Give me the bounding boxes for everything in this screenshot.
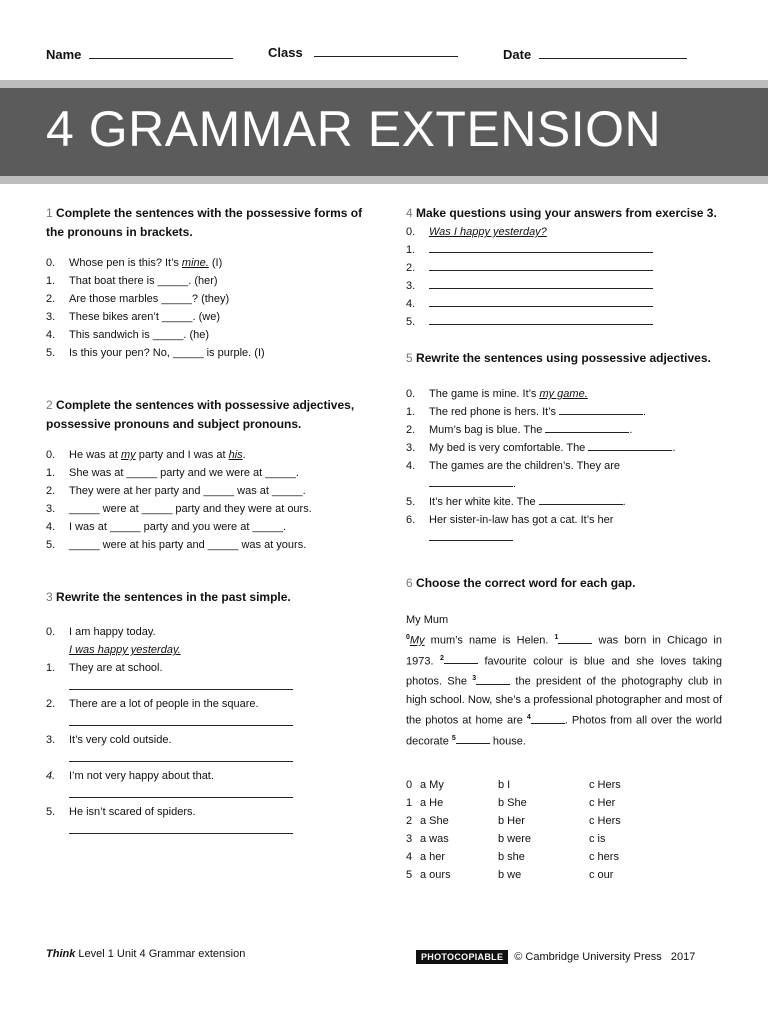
item-number: 1. [46,275,56,287]
gap-3[interactable] [476,673,510,685]
item-text: The game is mine. It’s [429,388,540,400]
item-text: He isn’t scared of spiders. [69,806,196,818]
ex5-item-2[interactable]: 2. Mum’s bag is blue. The . [406,421,724,439]
exercise-4-heading [406,204,724,223]
text-segment: favourite colour is blue and she loves taking photos. She [406,655,722,688]
example-answer: I was happy yesterday. [69,644,181,656]
item-text: They are at school. [69,662,163,674]
class-field [268,44,458,60]
item-text: Mum’s bag is blue. The [429,424,543,436]
ex5-item-3[interactable]: 3. My bed is very comfortable. The . [406,439,724,457]
item-text: (I) [208,257,223,269]
ex2-item-2[interactable] [46,482,364,500]
item-text: . [242,449,246,461]
answer-line[interactable] [69,689,293,690]
option-number: 2 [406,815,413,828]
ex1-item-3[interactable] [46,308,364,326]
example-answer: My [409,634,425,647]
item-number: 0. [406,226,416,238]
option-number: 3 [406,833,413,846]
exercise-1 [46,204,364,362]
name-label: Name [46,47,82,62]
answer-line[interactable] [429,259,653,271]
footer-rights [416,950,695,964]
option-a[interactable]: a She [420,815,449,828]
item-number: 2. [406,262,416,274]
example-answer: mine. [181,257,209,269]
band-top-stripe [0,80,768,88]
item-text: I am happy today. [69,626,156,638]
answer-gap[interactable] [429,529,513,541]
item-number: 2. [46,485,56,497]
item-text: Are those marbles _____? (they) [69,293,230,305]
text-segment: mum’s name is Helen. [424,634,555,647]
item-number: 3. [46,503,56,515]
option-a[interactable]: a He [420,797,444,810]
ex3-item-0 [46,623,364,641]
exercise-5-heading [406,349,724,368]
item-number: 2. [46,698,56,710]
exercise-1-heading [46,204,364,242]
text-segment: was born in Chicago in 1973. [406,634,722,668]
exercise-6-heading [406,574,724,593]
item-text: I’m not very happy about that. [69,770,214,782]
page-title [46,100,661,158]
gap-number: 0 [406,634,410,641]
answer-line[interactable] [429,241,653,253]
ex5-item-6[interactable] [406,511,724,529]
item-number: 4. [46,521,56,533]
item-number: 5. [406,496,416,508]
item-text: _____ were at _____ party and they were at ours. [69,503,312,515]
exercise-2-title: Complete the sentences with possessive adjectives, possessive pronouns and subject pronouns. [46,398,355,431]
item-number: 1. [406,406,416,418]
item-number: 0. [46,626,56,638]
item-number: 5. [406,316,416,328]
item-number: 1. [406,244,416,256]
item-number: 6. [406,514,416,526]
option-b[interactable]: b Her [498,815,525,828]
ex1-item-0 [46,254,364,272]
example-answer: Was I happy yesterday? [429,226,547,238]
item-number: 3. [46,311,56,323]
option-row-5 [406,866,724,884]
ex4-item-0 [406,223,724,241]
answer-line[interactable] [69,725,293,726]
ex3-item-2 [46,695,364,713]
item-text: He was at [69,449,121,461]
exercise-6 [406,574,724,884]
ex2-item-5[interactable] [46,536,364,554]
course-name: Think [46,948,76,960]
exercise-6-title: Choose the correct word for each gap. [416,576,636,590]
option-row-4 [406,848,724,866]
ex3-item-5 [46,803,364,821]
example-answer: my game. [539,388,588,400]
option-b[interactable]: b I [498,779,511,792]
answer-line[interactable] [69,833,293,834]
option-number: 1 [406,797,413,810]
item-text: My bed is very comfortable. The [429,442,586,454]
item-text: The red phone is hers. It’s [429,406,556,418]
reading-body [406,629,722,750]
exercise-4-number: 4 [406,206,413,220]
option-a[interactable] [420,776,444,794]
exercise-3-number: 3 [46,590,53,604]
answer-line[interactable] [69,761,293,762]
item-number: 3. [406,280,416,292]
date-line[interactable] [539,46,687,59]
item-text: Whose pen is this? It’s [69,257,182,269]
ex4-item-5[interactable] [406,313,724,331]
ex5-item-4-line[interactable]: . [406,475,724,493]
ex3-item-3 [46,731,364,749]
item-text: The games are the children’s. They are [429,460,620,472]
ex5-item-4[interactable] [406,457,724,475]
answer-options [406,776,724,884]
ex1-item-5[interactable] [46,344,364,362]
ex4-item-1[interactable] [406,241,724,259]
item-text: I was at _____ party and you were at _____. [69,521,287,533]
answer-gap[interactable] [545,421,629,433]
text-segment: the president of the photography club in high school. Now, she’s a professional photographer and most of the photos at home are [406,675,722,727]
item-text: party and I was at [135,449,229,461]
class-line[interactable] [314,44,458,57]
gap-number: 5 [451,734,456,742]
class-label: Class [268,45,303,60]
item-number: 4. [406,460,416,472]
option-number: 4 [406,851,413,864]
option-c[interactable]: c our [589,869,614,882]
item-text: _____ were at his party and _____ was at yours. [69,539,307,551]
example-answer: his [228,449,243,461]
item-text: Is this your pen? No, _____ is purple. (I) [69,347,265,359]
answer-line[interactable] [429,295,653,307]
option-c[interactable]: c Hers [589,815,621,828]
item-number: 2. [406,424,416,436]
gap-1[interactable] [558,632,592,644]
exercise-5-title: Rewrite the sentences using possessive adjectives. [416,351,711,365]
item-text: This sandwich is _____. (he) [69,329,210,341]
ex2-item-0 [46,446,364,464]
item-number: 1. [46,662,56,674]
ex1-item-4[interactable] [46,326,364,344]
ex3-item-4 [46,767,364,785]
name-line[interactable] [89,46,233,59]
item-text: It’s her white kite. The [429,496,536,508]
exercise-6-number: 6 [406,576,413,590]
ex4-item-4[interactable] [406,295,724,313]
exercise-5-number: 5 [406,351,413,365]
header-fields [0,44,768,66]
option-c[interactable]: c Her [589,797,616,810]
option-b[interactable]: b were [498,833,532,846]
photocopiable-badge: PHOTOCOPIABLE [416,950,508,964]
item-number: 3. [46,734,56,746]
exercise-2 [46,396,364,554]
item-text: It’s very cold outside. [69,734,172,746]
answer-gap[interactable] [588,439,672,451]
option-b[interactable]: b she [498,851,525,864]
item-number: 5. [46,806,56,818]
item-number: 5. [46,539,56,551]
option-a-text: a My [420,779,444,792]
date-label: Date [503,47,532,62]
ex5-item-0 [406,385,724,403]
item-number: 0. [406,388,416,400]
option-c[interactable]: c is [589,833,606,846]
exercise-3-title: Rewrite the sentences in the past simple. [56,590,291,604]
example-answer: my [120,449,136,461]
option-row-0 [406,776,724,794]
option-row-3 [406,830,724,848]
exercise-1-title: Complete the sentences with the possessive forms of the pronouns in brackets. [46,206,363,239]
option-c[interactable]: c Hers [589,779,621,792]
gap-number: 2 [440,654,444,662]
item-number: 0. [46,449,56,461]
answer-line[interactable] [69,797,293,798]
gap-2[interactable] [444,652,478,664]
ex2-item-3[interactable] [46,500,364,518]
exercise-2-number: 2 [46,398,53,412]
ex5-item-5[interactable]: 5. It’s her white kite. The . [406,493,724,511]
item-number: 3. [406,442,416,454]
option-b[interactable]: b She [498,797,527,810]
left-column [46,204,364,839]
reading-title: My Mum [406,614,449,626]
ex4-item-3[interactable] [406,277,724,295]
option-number: 0 [406,779,413,792]
option-number: 5 [406,869,413,882]
footer-course [46,948,245,960]
exercise-4 [406,204,724,331]
answer-gap[interactable] [429,475,513,487]
name-field [46,46,233,62]
item-text: Her sister-in-law has got a cat. It’s her [429,514,614,526]
item-number: 5. [46,347,56,359]
exercise-3-heading [46,588,364,607]
exercise-3 [46,588,364,834]
item-number: 4. [46,329,56,341]
item-text: These bikes aren’t _____. (we) [69,311,221,323]
answer-line[interactable] [429,277,653,289]
item-text: There are a lot of people in the square. [69,698,259,710]
answer-gap[interactable] [539,493,623,505]
right-column [406,204,724,884]
gap-4[interactable] [531,712,565,724]
answer-line[interactable] [429,313,653,325]
item-number: 2. [46,293,56,305]
text-segment: house. [489,735,526,748]
item-number: 4. [46,770,56,782]
item-text: She was at _____ party and we were at _____. [69,467,299,479]
answer-gap[interactable] [559,403,643,415]
gap-5[interactable] [456,732,490,744]
unit-label: Level 1 Unit 4 Grammar extension [75,948,246,960]
text-segment: . Photos from all over the world decorate [406,714,723,748]
item-number: 4. [406,298,416,310]
reading-text [406,611,722,750]
gap-number: 3 [472,675,477,683]
ex4-item-2[interactable] [406,259,724,277]
option-b[interactable]: b we [498,869,522,882]
option-c[interactable]: c hers [589,851,619,864]
item-number: 1. [46,467,56,479]
title-number: 4 [46,101,75,157]
copyright-text: © Cambridge University Press 2017 [514,951,696,963]
item-text: That boat there is _____. (her) [69,275,218,287]
item-text: They were at her party and _____ was at _____. [69,485,306,497]
title-text: GRAMMAR EXTENSION [88,101,662,157]
option-a[interactable]: a was [420,833,449,846]
exercise-1-number: 1 [46,206,53,220]
ex1-item-2[interactable] [46,290,364,308]
ex5-item-1[interactable]: 1. The red phone is hers. It’s . [406,403,724,421]
ex5-item-6-line[interactable] [406,529,724,547]
exercise-2-heading [46,396,364,434]
date-field [503,46,687,62]
item-number: 0. [46,257,56,269]
ex1-item-1[interactable] [46,272,364,290]
option-row-2 [406,812,724,830]
exercise-4-title: Make questions using your answers from exercise 3. [416,206,717,220]
ex3-item-1 [46,659,364,677]
ex2-item-4[interactable] [46,518,364,536]
band-bottom-stripe [0,176,768,184]
option-row-1 [406,794,724,812]
ex2-item-1[interactable] [46,464,364,482]
ex3-item-0-answer [46,641,364,659]
gap-number: 4 [526,713,531,721]
option-a[interactable]: a her [420,851,446,864]
exercise-5 [406,349,724,547]
gap-number: 1 [554,634,559,641]
title-band [0,88,768,176]
option-a[interactable]: a ours [420,869,451,882]
